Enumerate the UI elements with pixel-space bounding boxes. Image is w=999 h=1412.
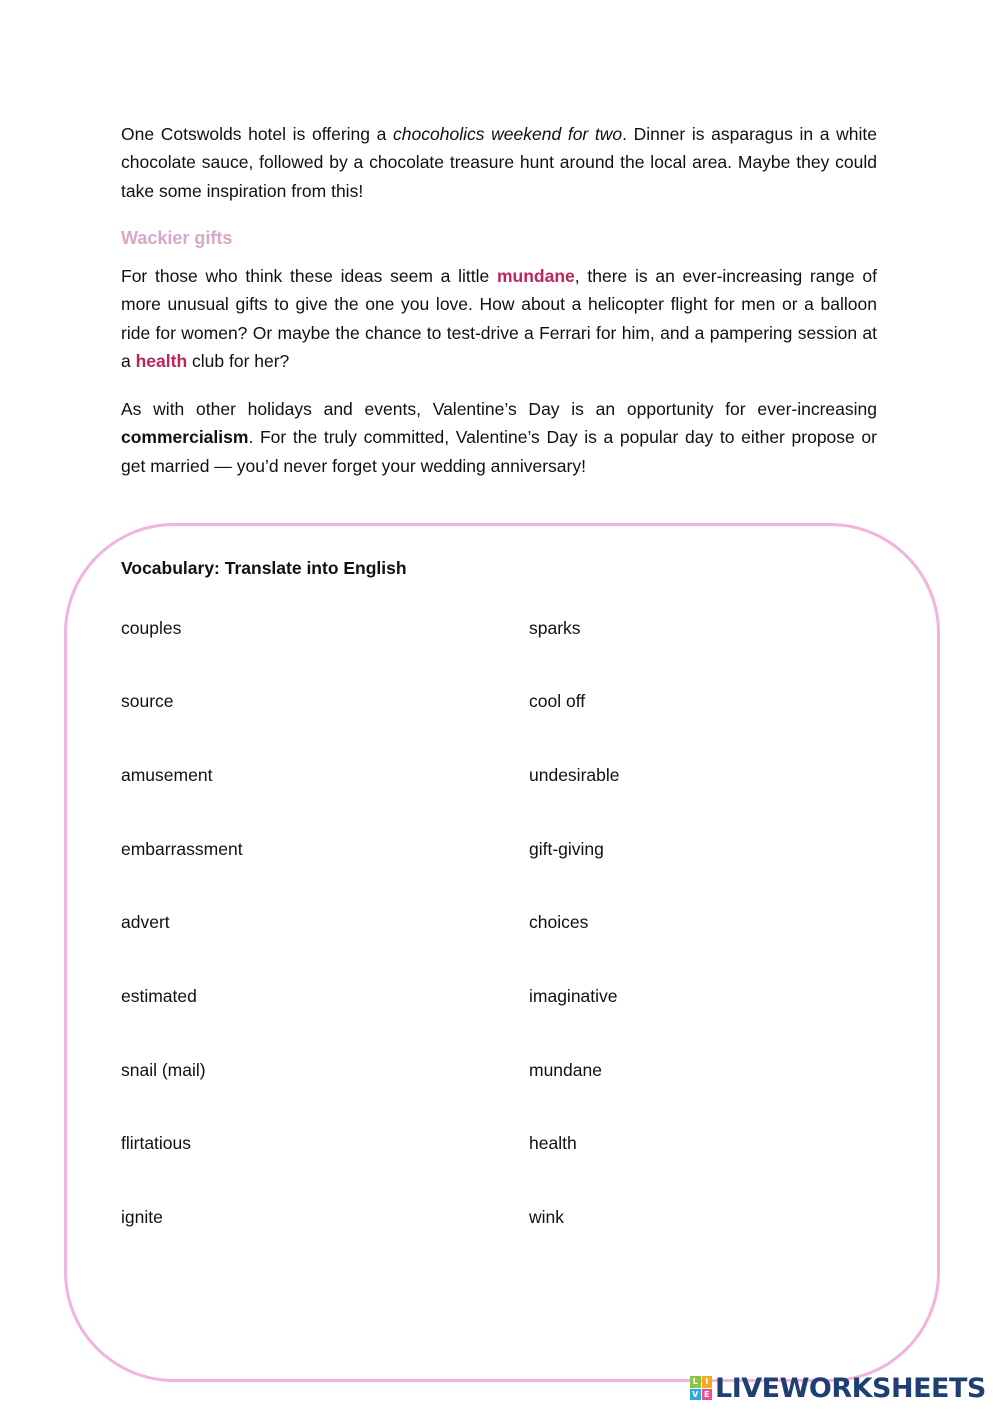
vocab-word-left: advert: [121, 912, 170, 932]
vocab-word-right: undesirable: [529, 765, 620, 785]
vocab-word-right: wink: [529, 1207, 565, 1227]
highlight-mundane: mundane: [496, 266, 575, 286]
logo-mark-letter: E: [702, 1389, 713, 1401]
gifts-text-1: For those who think these ideas seem a little: [121, 266, 497, 286]
logo-mark-letter: L: [690, 1376, 701, 1388]
vocab-word-right: cool off: [529, 691, 586, 711]
liveworksheets-logo-icon: [690, 1376, 712, 1400]
vocab-word-right: gift-giving: [529, 839, 604, 859]
commercialism-paragraph: [121, 395, 877, 480]
commercialism-text-2: . For the truly committed, Valentine’s Day is a popular day to either propose or get married — you’d never forget your wedding anniversary!: [121, 427, 877, 476]
vocabulary-title: Vocabulary: Translate into English: [121, 558, 407, 578]
logo-mark-letter: V: [690, 1389, 701, 1401]
gifts-text-2: , there is an ever-increasing range of more unusual gifts to give the one you love. How about a helicopter flight for men or a balloon ride for women? Or maybe the chance to test-drive a Ferrari for him, and a pampering session at a: [121, 266, 877, 371]
vocab-word-right: sparks: [529, 618, 581, 638]
intro-emphasis: chocoholics weekend for two: [393, 124, 623, 144]
vocab-word-right: mundane: [529, 1060, 602, 1080]
vocab-word-right: choices: [529, 912, 589, 932]
vocab-word-left: estimated: [121, 986, 197, 1006]
vocab-word-left: embarrassment: [121, 839, 243, 859]
liveworksheets-logo[interactable]: [690, 1372, 986, 1404]
intro-text-end: . Dinner is asparagus in a white chocolate sauce, followed by a chocolate treasure hunt around the local area. Maybe they could take some inspiration from this!: [121, 124, 877, 201]
intro-paragraph: [121, 120, 877, 205]
bold-commercialism: commercialism: [121, 427, 249, 448]
gifts-text-3: club for her?: [187, 350, 290, 371]
vocab-word-left: couples: [121, 618, 182, 638]
gifts-paragraph: [121, 262, 877, 375]
vocab-word-left: snail (mail): [121, 1060, 206, 1080]
vocab-word-left: amusement: [121, 765, 213, 785]
vocab-word-left: flirtatious: [121, 1133, 192, 1153]
vocabulary-box: [64, 523, 940, 1382]
section-heading: Wackier gifts: [121, 228, 233, 248]
logo-text: LIVEWORKSHEETS: [715, 1372, 986, 1404]
logo-mark-letter: I: [702, 1376, 713, 1388]
vocab-word-right: imaginative: [529, 986, 618, 1006]
vocab-word-left: source: [121, 691, 174, 711]
vocab-word-left: ignite: [121, 1207, 163, 1227]
vocab-word-right: health: [529, 1133, 577, 1153]
commercialism-text-1: As with other holidays and events, Valentine’s Day is an opportunity for ever-increasing: [121, 399, 877, 419]
intro-text-start: One Cotswolds hotel is offering a: [121, 124, 394, 144]
highlight-health: health: [135, 350, 188, 371]
